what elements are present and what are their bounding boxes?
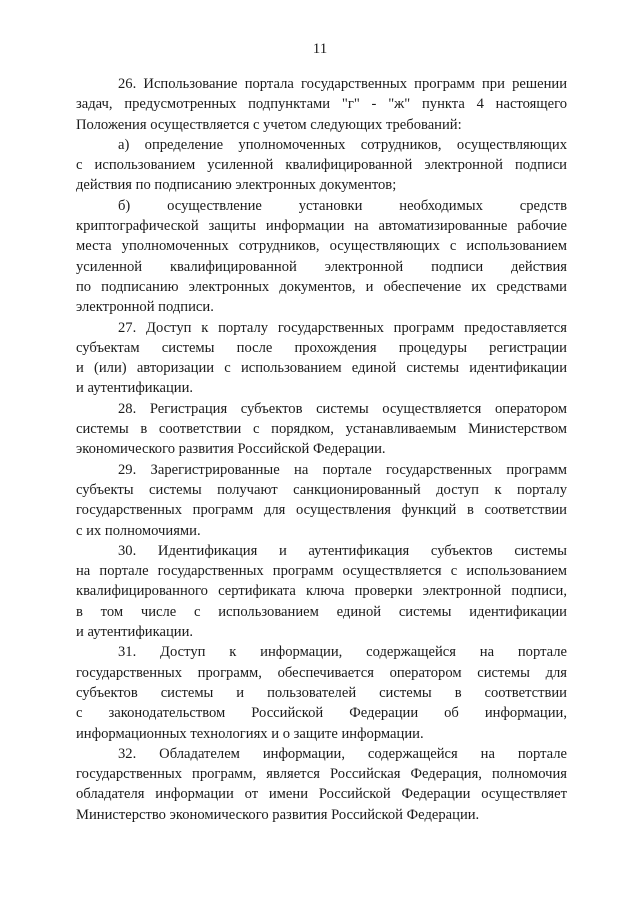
text-line: в том числе с использованием единой системы идентификации [76, 603, 567, 620]
text-line: Министерство экономического развития Российской Федерации. [76, 806, 480, 823]
text-line: с использованием усиленной квалифицированной электронной подписи [76, 157, 567, 174]
text-line: системы в соответствии с порядком, устанавливаемым Министерством [76, 421, 567, 438]
text-line: экономического развития Российской Федерации. [76, 441, 386, 458]
text-line: а) определение уполномоченных сотрудников, осуществляющих [118, 136, 567, 153]
text-line: субъектов системы и пользователей системы в соответствии [76, 684, 567, 701]
text-line: обладателя информации от имени Российской Федерации осуществляет [76, 786, 567, 803]
text-line: места уполномоченных сотрудников, осуществляющих с использованием [76, 238, 567, 255]
paragraph-p28 [76, 399, 567, 460]
text-line: субъекты системы получают санкционированный доступ к порталу [76, 481, 567, 498]
paragraph-p27 [76, 318, 567, 399]
paragraph-p26b [76, 196, 567, 318]
text-line: 29. Зарегистрированные на портале государственных программ [118, 461, 567, 478]
text-line: задач, предусмотренных подпунктами "г" - "ж" пункта 4 настоящего [76, 96, 567, 113]
text-line: государственных программ, является Российская Федерация, полномочия [76, 766, 567, 783]
paragraph-p30 [76, 541, 567, 642]
paragraph-p31 [76, 642, 567, 743]
text-line: государственных программ, обеспечивается оператором системы для [76, 664, 567, 681]
text-line: информационных технологиях и о защите информации. [76, 725, 424, 742]
text-line: Положения осуществляется с учетом следующих требований: [76, 116, 462, 133]
text-line: квалифицированного сертификата ключа проверки электронной подписи, [76, 583, 567, 600]
text-line: 32. Обладателем информации, содержащейся на портале [118, 745, 567, 762]
text-line: 30. Идентификация и аутентификация субъектов системы [118, 542, 567, 559]
page-number: 11 [312, 41, 328, 57]
text-line: на портале государственных программ осуществляется с использованием [76, 563, 567, 580]
text-line: по подписанию электронных документов, и обеспечение их средствами [76, 278, 567, 295]
paragraph-p26 [76, 74, 567, 135]
text-line: криптографической защиты информации на автоматизированные рабочие [76, 218, 567, 235]
text-line: 28. Регистрация субъектов системы осуществляется оператором [118, 400, 567, 417]
text-line: и аутентификации. [76, 380, 194, 397]
text-line: субъектам системы после прохождения процедуры регистрации [76, 339, 567, 356]
text-line: усиленной квалифицированной электронной подписи действия [76, 258, 567, 275]
text-line: действия по подписанию электронных документов; [76, 177, 397, 194]
text-line: и аутентификации. [76, 624, 194, 641]
text-line: 26. Использование портала государственных программ при решении [118, 76, 567, 92]
text-line: электронной подписи. [76, 299, 214, 316]
text-line: 27. Доступ к порталу государственных программ предоставляется [118, 319, 567, 336]
paragraph-p29 [76, 460, 567, 541]
text-line: б) осуществление установки необходимых средств [118, 197, 567, 214]
text-line: и (или) авторизации с использованием единой системы идентификации [76, 360, 567, 377]
paragraph-p26a [76, 135, 567, 196]
paragraph-p32 [76, 744, 567, 825]
text-line: с законодательством Российской Федерации об информации, [76, 705, 567, 722]
document-body [76, 74, 567, 825]
text-line: 31. Доступ к информации, содержащейся на портале [118, 644, 567, 661]
text-line: государственных программ для осуществления функций в соответствии [76, 502, 567, 519]
text-line: с их полномочиями. [76, 522, 201, 539]
